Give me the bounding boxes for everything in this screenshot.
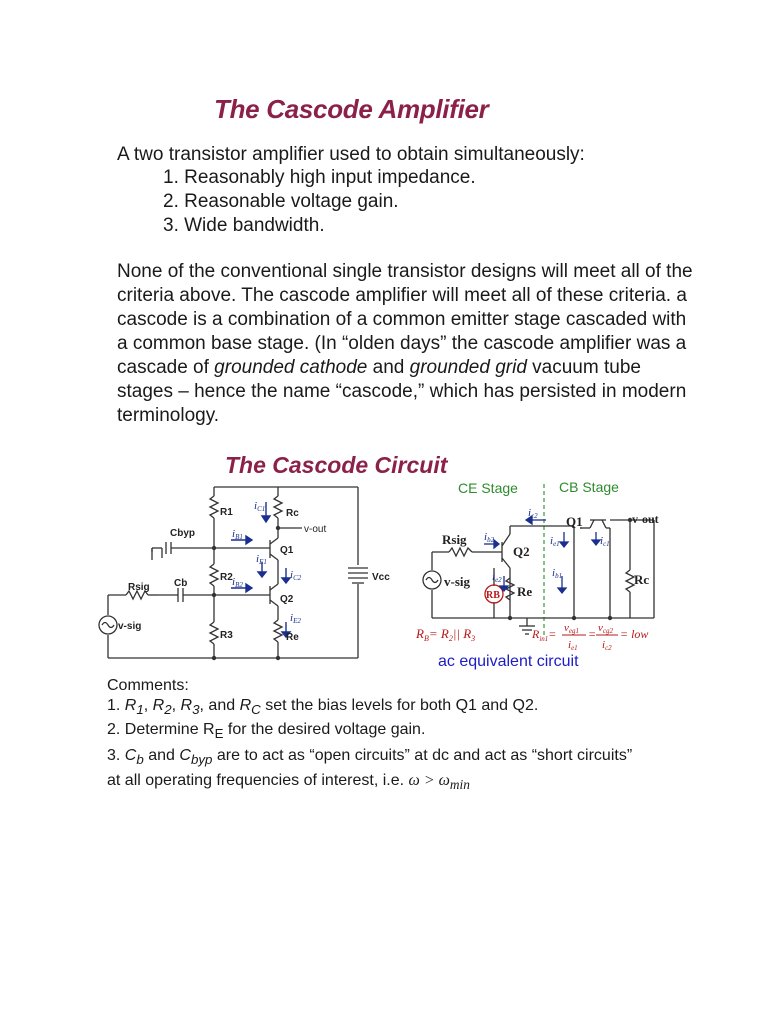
label-r3: R3	[220, 630, 233, 641]
label-vsig-ac: v-sig	[444, 574, 470, 589]
label-rsig: Rsig	[128, 582, 150, 593]
label-rc: Rc	[286, 508, 299, 519]
rin-formula-lhs: $R_{in1}=$	[532, 627, 557, 643]
comment-4: at all operating frequencies of interest, i.e. $\omega > \omega_{min}$	[107, 772, 470, 793]
current-ic2-ac: ic2	[528, 507, 538, 520]
rin-tail: = low	[620, 627, 649, 641]
para-text: and	[367, 357, 410, 378]
criteria-item: 2. Reasonable voltage gain.	[163, 191, 399, 212]
label-q1: Q1	[280, 545, 294, 556]
current-ic1: iC1	[254, 500, 266, 513]
current-ie1-ac: ie1	[550, 535, 560, 548]
current-ie1: iE1	[256, 553, 267, 566]
current-ie2-ac: ie2	[492, 571, 502, 584]
svg-text:=: =	[588, 627, 597, 641]
label-re: Re	[286, 632, 299, 643]
intro-line: A two transistor amplifier used to obtain simultaneously:	[117, 144, 585, 165]
body-paragraph	[117, 260, 697, 428]
label-q1-ac: Q1	[566, 514, 583, 529]
label-rsig-ac: Rsig	[442, 532, 467, 547]
current-ib2-ac: ib2	[484, 531, 495, 544]
para-emphasis: grounded grid	[409, 357, 527, 378]
para-emphasis: grounded cathode	[214, 357, 368, 378]
ce-stage-label: CE Stage	[458, 480, 518, 496]
label-vout-ac: v-out	[632, 512, 659, 526]
rin-den1: ie1	[568, 639, 578, 652]
rin-num2: vcg2	[598, 622, 613, 635]
page-title: The Cascode Amplifier	[214, 94, 489, 124]
current-ic2: iC2	[290, 569, 302, 582]
criteria-list	[163, 166, 476, 238]
cb-stage-label: CB Stage	[559, 479, 619, 495]
comments-heading: Comments:	[107, 677, 189, 694]
current-ib1-ac: ib1	[552, 567, 563, 580]
label-rb-ac: RB	[486, 590, 500, 601]
current-ib2: iB2	[232, 576, 243, 589]
label-cb: Cb	[174, 578, 188, 589]
current-ic1-ac: ic1	[600, 535, 610, 548]
ac-equivalent-schematic	[414, 476, 682, 672]
para-text: vacuum tube stages – hence the name “cascode,” which has persisted in modern terminology.	[117, 357, 687, 426]
section-subtitle: The Cascode Circuit	[225, 452, 448, 478]
rin-den2: ic2	[602, 639, 612, 652]
current-ie2: iE2	[290, 612, 301, 625]
rin-num1: veg1	[564, 622, 579, 635]
label-r1: R1	[220, 507, 233, 518]
label-vcc: Vcc	[372, 572, 390, 583]
label-q2: Q2	[280, 594, 294, 605]
rb-formula: $R_B= R_2||$ $R_3$	[416, 626, 476, 643]
label-cbyp: Cbyp	[170, 528, 195, 539]
comment-2: 2. Determine $R_E$ for the desired voltage gain.	[107, 721, 426, 742]
comment-3: 3. $C_b$ and $C_{byp}$ are to act as “open circuits” at dc and act as “short circuits”	[107, 747, 633, 768]
para-text: None of the conventional single transistor designs will meet all of the criteria above. The cascode amplifier will meet all of these criteria. a cascode is a combination of a common emitter stage cascaded with a common base stage. (In “olden days” the cascode amplifier was a cascade of	[117, 261, 693, 378]
comment-1: 1. $R_1$, $R_2$, $R_3$, and $R_C$ set the bias levels for both Q1 and Q2.	[107, 697, 539, 718]
label-vsig: v-sig	[118, 621, 142, 632]
label-r2: R2	[220, 572, 233, 583]
criteria-item: 3. Wide bandwidth.	[163, 215, 325, 236]
criteria-item: 1. Reasonably high input impedance.	[163, 167, 476, 188]
label-q2-ac: Q2	[513, 544, 530, 559]
cascode-schematic	[96, 482, 396, 667]
label-vout: v-out	[304, 524, 327, 535]
label-rc-ac: Rc	[634, 572, 650, 587]
ac-caption: ac equivalent circuit	[438, 653, 579, 670]
label-re-ac: Re	[517, 584, 533, 599]
current-ib1: iB1	[232, 528, 243, 541]
